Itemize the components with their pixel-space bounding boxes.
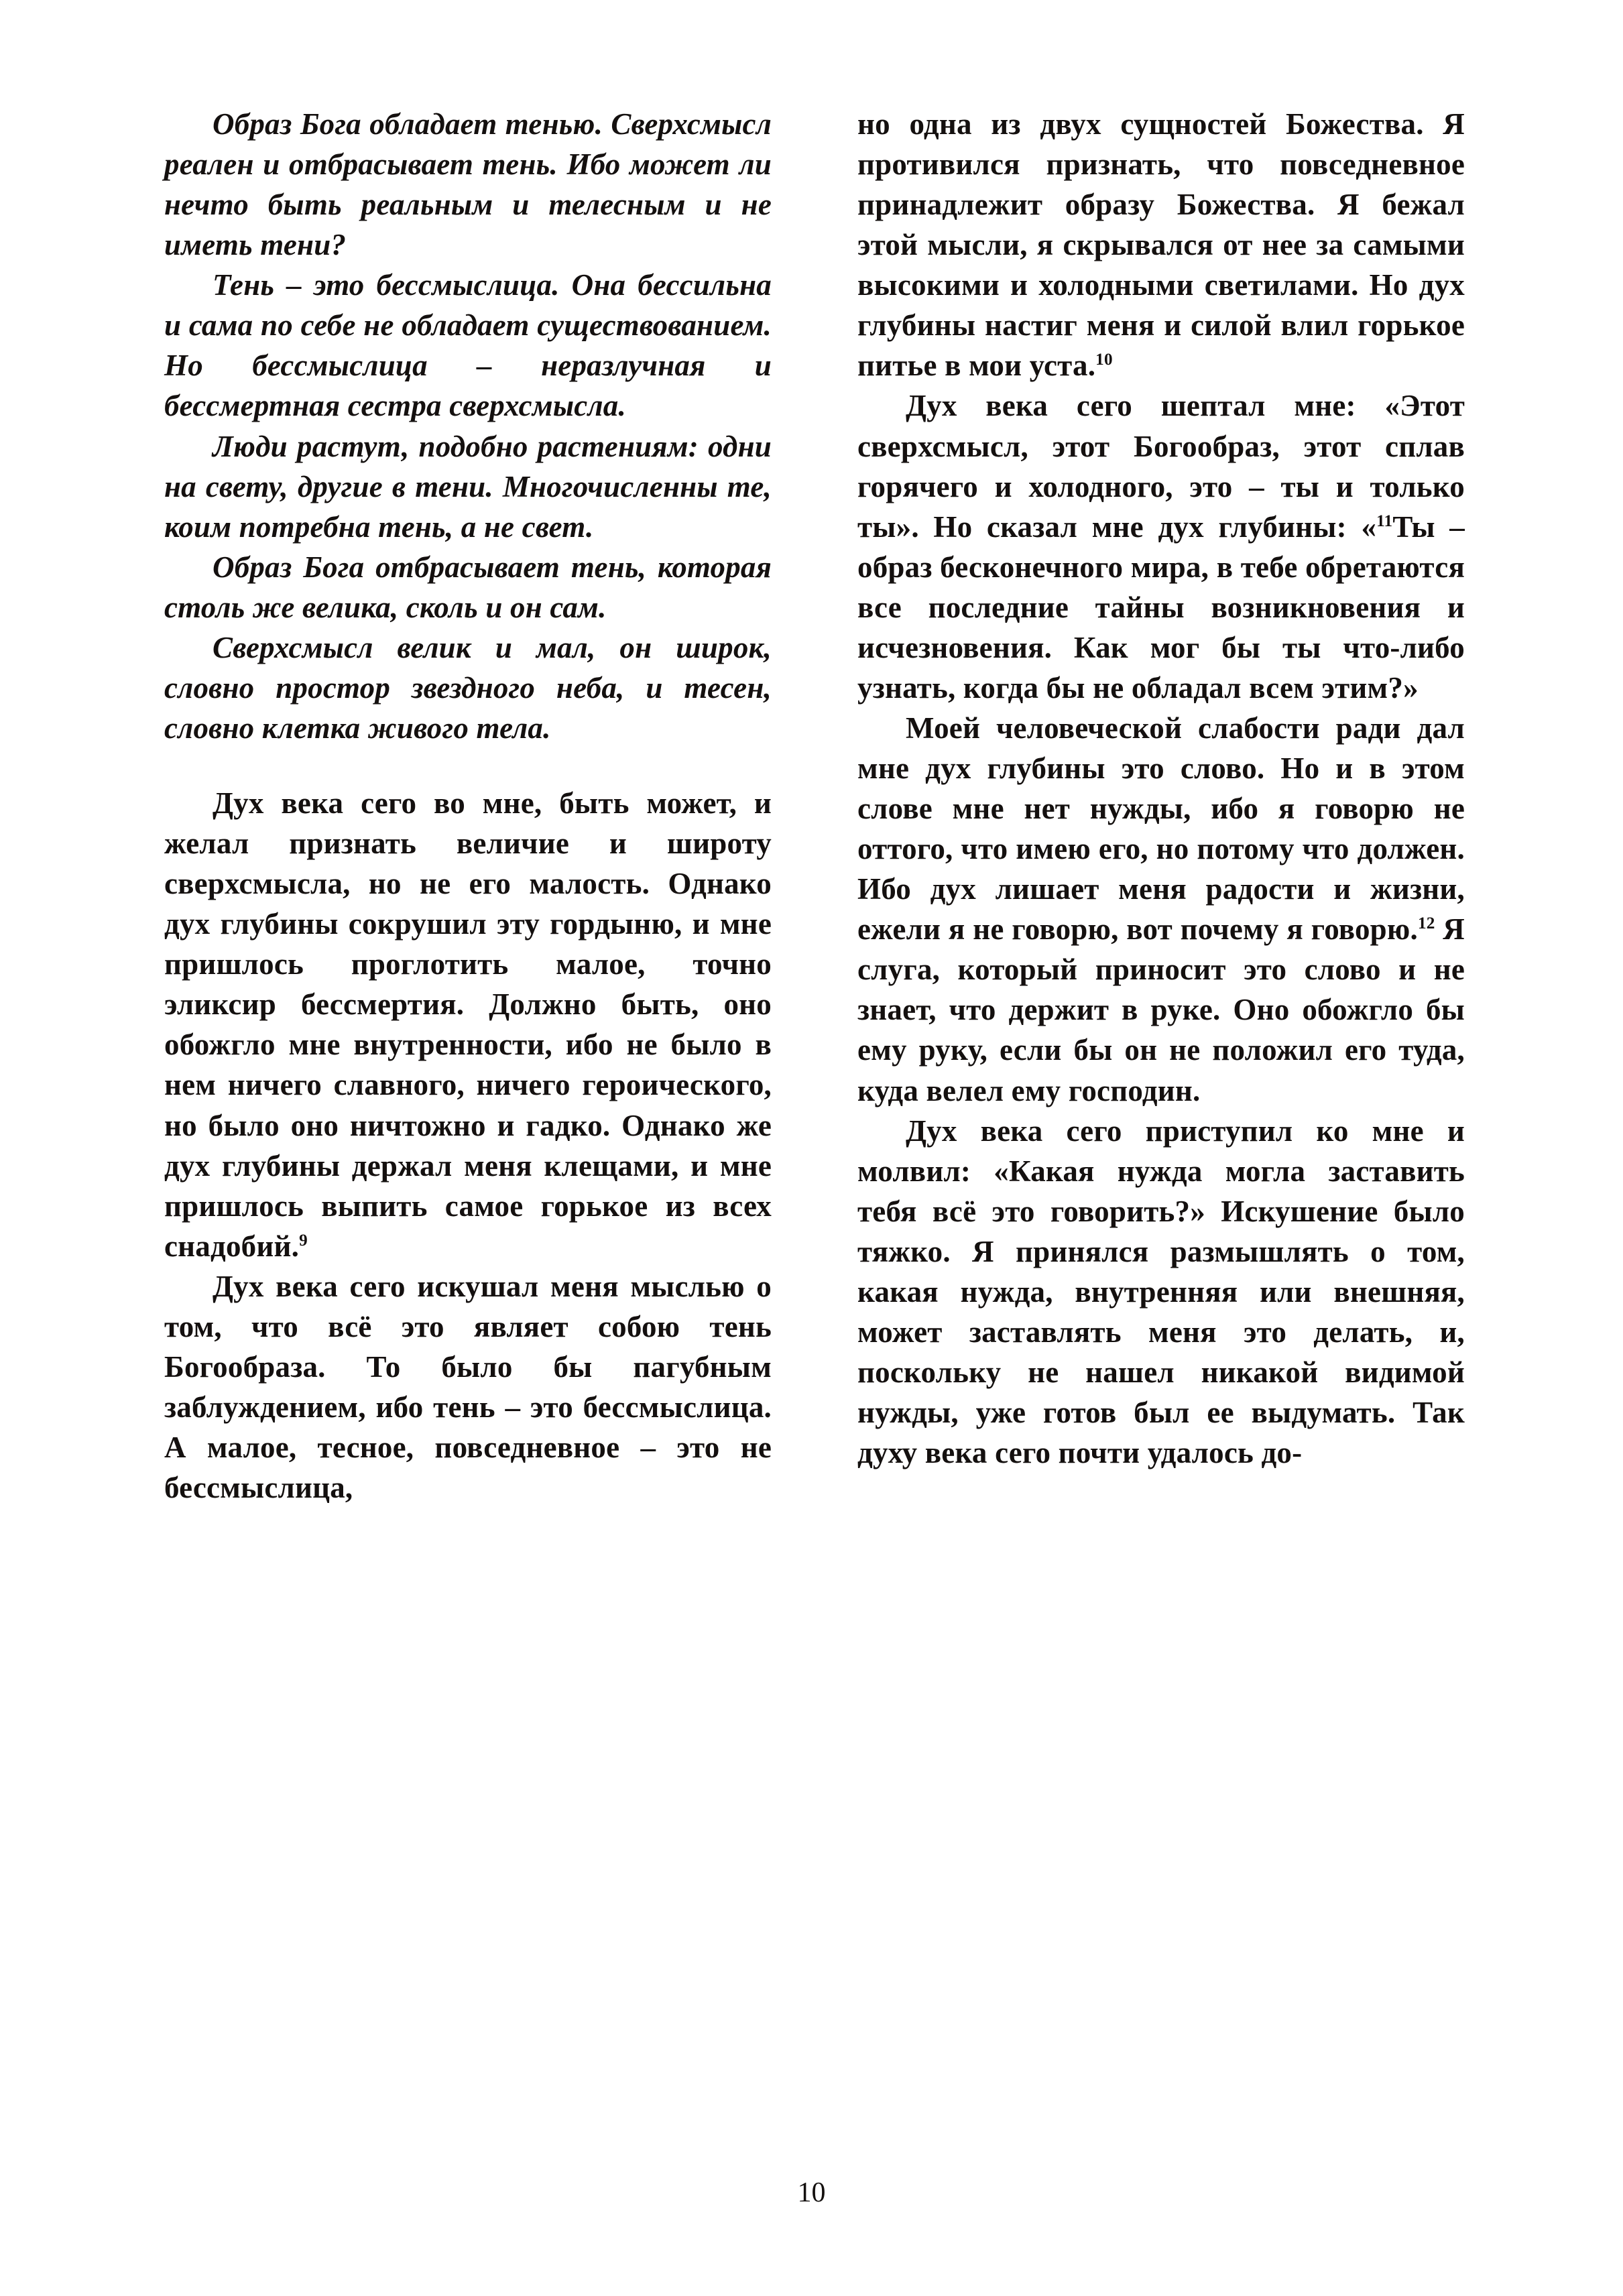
footnote-marker: 9	[299, 1231, 308, 1250]
paragraph-text: но одна из двух сущностей Божества. Я противился признать, что повседневное принадлежит образу Божества. Я бежал этой мысли, я скрывался от нее за самыми высокими и холодными светилами. Но дух глубины настиг меня и силой влил горькое питье в мои уста.	[857, 107, 1465, 383]
paragraph-text-continued: Ты – образ бесконечного мира, в тебе обретаются все последние тайны возникновения и исчезновения. Как мог бы ты что-либо узнать, когда бы не обладал всем этим?»	[857, 509, 1465, 705]
paragraph	[857, 385, 1465, 708]
footnote-marker: 11	[1376, 511, 1393, 530]
paragraph-text-continued: Я слуга, который приносит это слово и не знает, что держит в руке. Оно обожгло бы ему руку, если бы он не положил его туда, куда велел ему господин.	[857, 912, 1465, 1107]
paragraph: Тень – это бессмыслица. Она бессильна и сама по себе не обладает существованием. Но бессмыслица – неразлучная и бессмертная сестра сверхсмысла.	[164, 268, 772, 423]
paragraph-text: Дух века сего во мне, быть может, и желал признать величие и широту сверхсмысла, но не его малость. Однако дух глубины сокрушил эту гордыню, и мне пришлось проглотить малое, точно эликсир бессмертия. Должно быть, оно обожгло мне внутренности, ибо не было в нем ничего славного, ничего героического, но было оно ничтожно и гадко. Однако же дух глубины держал меня клещами, и мне пришлось выпить самое горькое из всех снадобий.	[164, 786, 772, 1263]
left-column	[164, 104, 772, 1508]
text-body	[164, 104, 1465, 1508]
paragraph-text: Моей человеческой слабости ради дал мне дух глубины это слово. Но и в этом слове мне нет нужды, ибо я говорю не оттого, что имею его, но потому что должен. Ибо дух лишает меня радости и жизни, ежели я не говорю, вот почему я говорю.	[857, 711, 1465, 947]
paragraph: Дух века сего приступил ко мне и молвил: «Какая нужда могла заставить тебя всё это говорить?» Искушение было тяжко. Я принялся размышлять о том, какая нужда, внутренняя или внешняя, может заставлять меня это делать, и, поскольку не нашел никакой видимой нужды, уже готов был ее выдумать. Так духу века сего почти удалось до-	[857, 1113, 1465, 1470]
paragraph: Образ Бога обладает тенью. Сверхсмысл реален и отбрасывает тень. Ибо может ли нечто быть реальным и телесным и не иметь тени?	[164, 107, 772, 262]
page-number: 10	[797, 2177, 826, 2208]
paragraph-text: Дух века сего шептал мне: «Этот сверхсмысл, этот Богообраз, этот сплав горячего и холодного, это – ты и только ты». Но сказал мне дух глубины: «	[857, 389, 1465, 544]
paragraph	[164, 783, 772, 1266]
paragraph: Образ Бога отбрасывает тень, которая столь же велика, сколь и он сам.	[164, 550, 772, 624]
paragraph	[857, 708, 1465, 1111]
paragraph: Люди растут, подобно растениям: одни на свету, другие в тени. Многочисленны те, коим потребна тень, а не свет.	[164, 429, 772, 544]
footnote-marker: 10	[1095, 351, 1113, 369]
paragraph: Дух века сего искушал меня мыслью о том, что всё это являет собою тень Богообраза. То было бы пагубным заблуждением, ибо тень – это бессмыслица. А малое, тесное, повседневное – это не бессмыслица,	[164, 1269, 772, 1505]
footnote-marker: 12	[1417, 914, 1435, 933]
paragraph	[857, 104, 1465, 385]
paragraph: Сверхсмысл велик и мал, он широк, словно простор звездного неба, и тесен, словно клетка живого тела.	[164, 630, 772, 745]
right-column	[857, 104, 1465, 1508]
